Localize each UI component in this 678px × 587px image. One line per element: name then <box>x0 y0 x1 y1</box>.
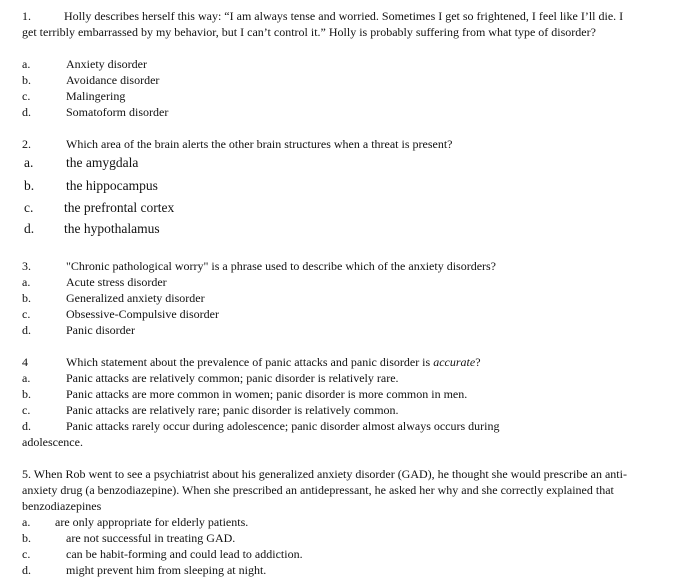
question-1-text: Holly describes herself this way: “I am always tense and worried. Sometimes I get so frightened, I feel like I’ll die. I get terribly embarrassed by my behavior, but I can’t control it.” Holly is probably suffering from what type of disorder? <box>22 9 624 39</box>
option-text: Panic disorder <box>66 323 135 337</box>
question-5-stem <box>22 466 637 514</box>
option-text: Panic attacks rarely occur during adolescence; panic disorder almost always occurs during <box>66 419 500 433</box>
option-text: Panic attacks are relatively common; panic disorder is relatively rare. <box>66 371 399 385</box>
option-text: might prevent him from sleeping at night. <box>66 563 267 577</box>
option-letter: a. <box>22 57 31 71</box>
option-text: the hypothalamus <box>64 221 160 236</box>
emphasis-accurate: accurate <box>433 355 476 369</box>
question-2-number: 2. <box>22 137 31 151</box>
option-text: Obsessive-Compulsive disorder <box>66 307 219 321</box>
option-letter: a. <box>24 155 34 170</box>
option-letter: d. <box>22 105 31 119</box>
option-letter: d. <box>24 221 35 236</box>
option-text: Panic attacks are relatively rare; panic disorder is relatively common. <box>66 403 399 417</box>
option-text: the amygdala <box>66 155 139 170</box>
question-4-text: Which statement about the prevalence of panic attacks and panic disorder is accurate? <box>66 355 481 369</box>
option-text: Malingering <box>66 89 126 103</box>
option-text: the hippocampus <box>66 178 158 193</box>
option-letter: c. <box>22 403 31 417</box>
option-text: the prefrontal cortex <box>64 200 175 215</box>
option-letter: c. <box>24 200 34 215</box>
option-letter: b. <box>22 531 31 545</box>
question-1-stem <box>22 8 637 40</box>
option-text: are only appropriate for elderly patients. <box>55 515 249 529</box>
option-text: are not successful in treating GAD. <box>66 531 236 545</box>
option-text: Acute stress disorder <box>66 275 167 289</box>
option-letter: d. <box>22 323 31 337</box>
option-letter: d. <box>22 563 31 577</box>
question-4-number: 4 <box>22 355 28 369</box>
question-3-number: 3. <box>22 259 31 273</box>
question-1-number: 1. <box>22 9 31 23</box>
option-text: can be habit-forming and could lead to addiction. <box>66 547 303 561</box>
option-text: Generalized anxiety disorder <box>66 291 205 305</box>
question-2-text: Which area of the brain alerts the other brain structures when a threat is present? <box>66 137 453 151</box>
option-text: Somatoform disorder <box>66 105 169 119</box>
option-letter: a. <box>22 371 31 385</box>
option-letter: a. <box>22 275 31 289</box>
question-5-number: 5. <box>22 467 31 481</box>
option-letter: a. <box>22 515 31 529</box>
question-5-text: When Rob went to see a psychiatrist about his generalized anxiety disorder (GAD), he thought she would prescribe an anti-anxiety drug (a benzodiazepine). When she prescribed an antidepressant, he asked her why and she correctly explained that benzodiazepines <box>22 467 627 513</box>
option-letter: b. <box>24 178 35 193</box>
question-3-text: "Chronic pathological worry" is a phrase used to describe which of the anxiety disorders? <box>66 259 497 273</box>
option-text: Avoidance disorder <box>66 73 160 87</box>
option-letter: b. <box>22 291 31 305</box>
option-letter: c. <box>22 547 31 561</box>
option-letter: d. <box>22 419 31 433</box>
option-letter: c. <box>22 89 31 103</box>
option-text: Anxiety disorder <box>66 57 147 71</box>
option-letter: b. <box>22 387 31 401</box>
option-letter: b. <box>22 73 31 87</box>
option-letter: c. <box>22 307 31 321</box>
option-text: Panic attacks are more common in women; panic disorder is more common in men. <box>66 387 468 401</box>
option-text-continuation: adolescence. <box>22 435 83 449</box>
